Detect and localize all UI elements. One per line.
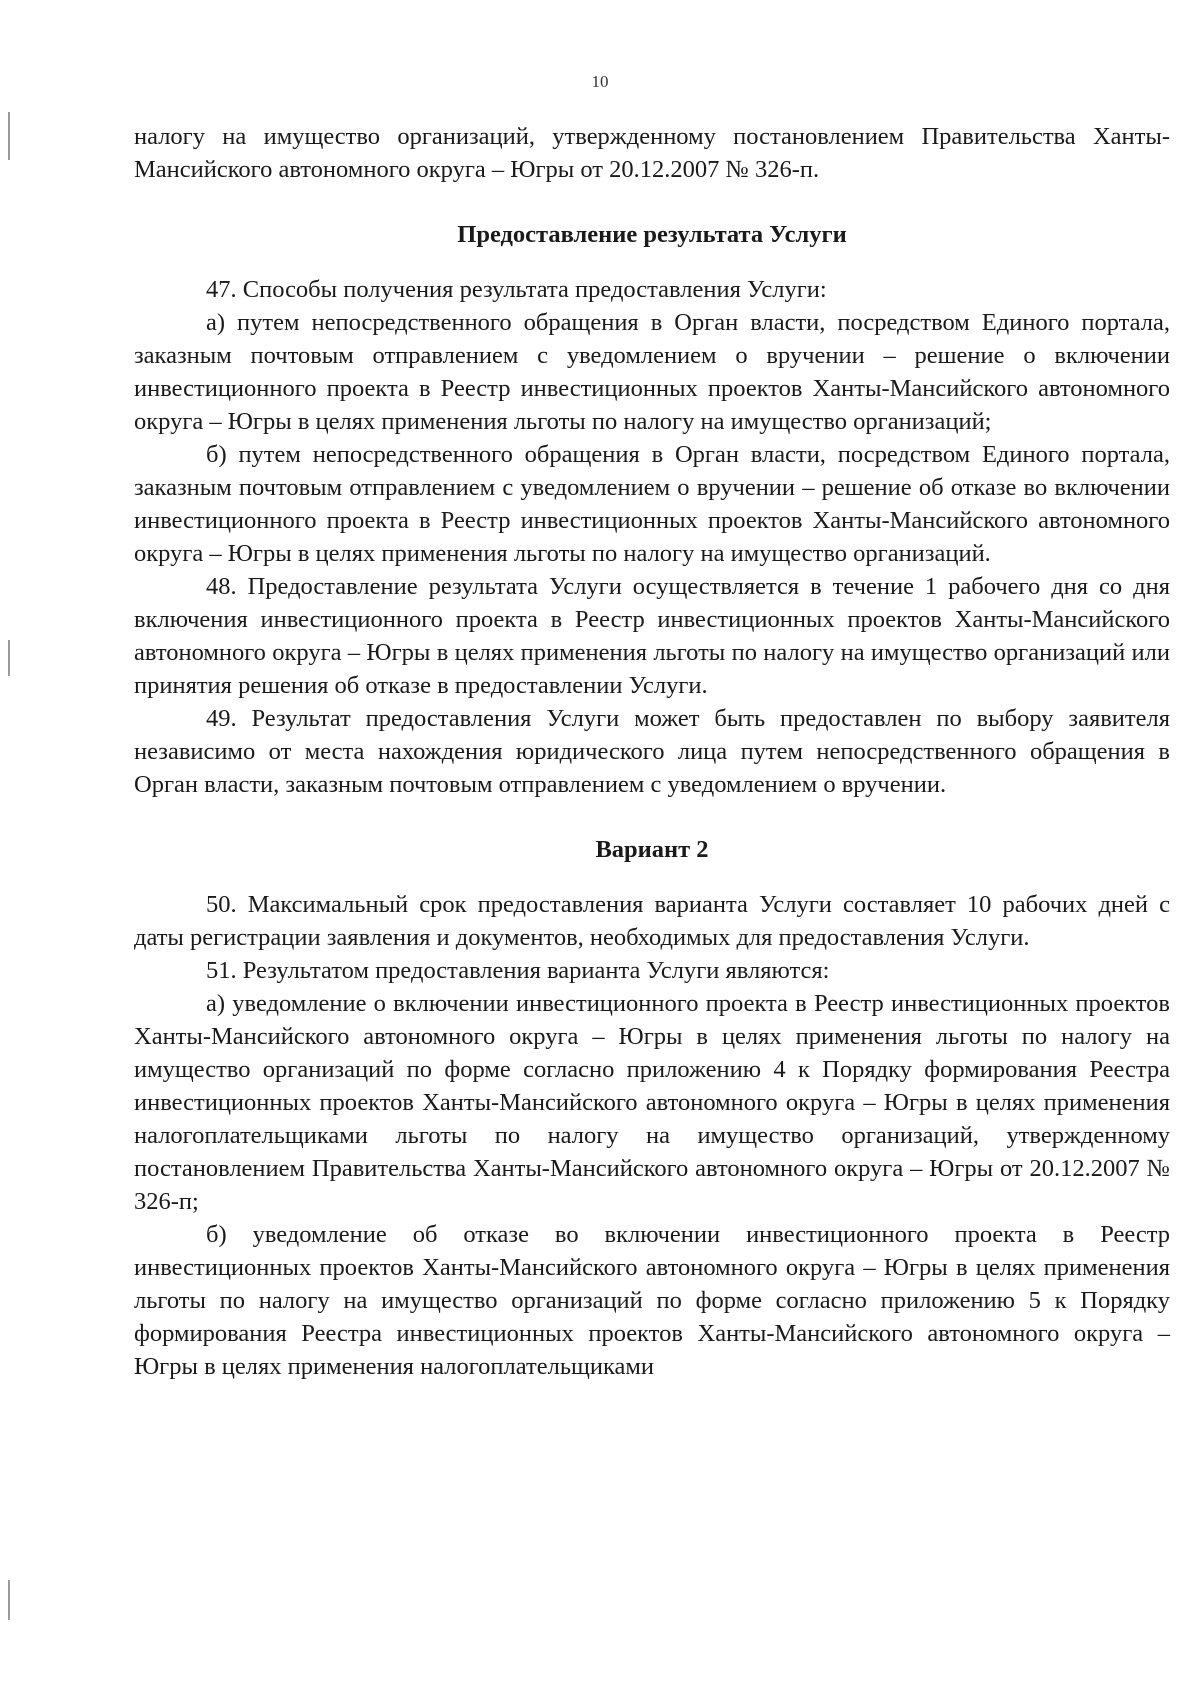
paragraph-51: 51. Результатом предоставления варианта Услуги являются: (206, 957, 830, 984)
paragraph-48: 48. Предоставление результата Услуги осуществляется в течение 1 рабочего дня со дня включения инвестиционного проекта в Реестр инвестиционных проектов Ханты-Мансийского автономного округа – Югры в целях применения льготы по налогу на имущество организаций или принятия решения об отказе в предоставлении Услуги. (134, 573, 1170, 699)
paragraph-47: 47. Способы получения результата предоставления Услуги: (206, 276, 827, 303)
paragraph-47b: б) путем непосредственного обращения в Орган власти, посредством Единого портала, заказным почтовым отправлением с уведомлением о вручении – решение об отказе во включении инвестиционного проекта в Реестр инвестиционных проектов Ханты-Мансийского автономного округа – Югры в целях применения льготы по налогу на имущество организаций. (134, 441, 1170, 567)
variant-heading: Вариант 2 (595, 836, 709, 863)
intro-paragraph: налогу на имущество организаций, утвержденному постановлением Правительства Ханты-Мансийского автономного округа – Югры от 20.12.2007 № 326-п. (134, 123, 1170, 183)
paragraph-51b: б) уведомление об отказе во включении инвестиционного проекта в Реестр инвестиционных проектов Ханты-Мансийского автономного округа – Югры в целях применения льготы по налогу на имущество организаций по форме согласно приложению 5 к Порядку формирования Реестра инвестиционных проектов Ханты-Мансийского автономного округа – Югры в целях применения налогоплательщиками (134, 1221, 1170, 1380)
scan-margin-mark (8, 640, 10, 676)
section-heading: Предоставление результата Услуги (457, 221, 847, 248)
paragraph-47a: а) путем непосредственного обращения в Орган власти, посредством Единого портала, заказным почтовым отправлением с уведомлением о вручении – решение о включении инвестиционного проекта в Реестр инвестиционных проектов Ханты-Мансийского автономного округа – Югры в целях применения льготы по налогу на имущество организаций; (134, 309, 1170, 435)
paragraph-50: 50. Максимальный срок предоставления варианта Услуги составляет 10 рабочих дней с даты регистрации заявления и документов, необходимых для предоставления Услуги. (134, 891, 1170, 951)
scan-margin-mark (8, 1580, 10, 1620)
paragraph-51a: а) уведомление о включении инвестиционного проекта в Реестр инвестиционных проектов Ханты-Мансийского автономного округа – Югры в целях применения льготы по налогу на имущество организаций по форме согласно приложению 4 к Порядку формирования Реестра инвестиционных проектов Ханты-Мансийского автономного округа – Югры в целях применения налогоплательщиками льготы по налогу на имущество организаций, утвержденному постановлением Правительства Ханты-Мансийского автономного округа – Югры от 20.12.2007 № 326-п; (134, 990, 1170, 1215)
document-body (134, 120, 1170, 1383)
paragraph-49: 49. Результат предоставления Услуги может быть предоставлен по выбору заявителя независимо от места нахождения юридического лица путем непосредственного обращения в Орган власти, заказным почтовым отправлением с уведомлением о вручении. (134, 705, 1170, 798)
scan-margin-mark (8, 112, 10, 160)
page-number: 10 (591, 72, 609, 91)
